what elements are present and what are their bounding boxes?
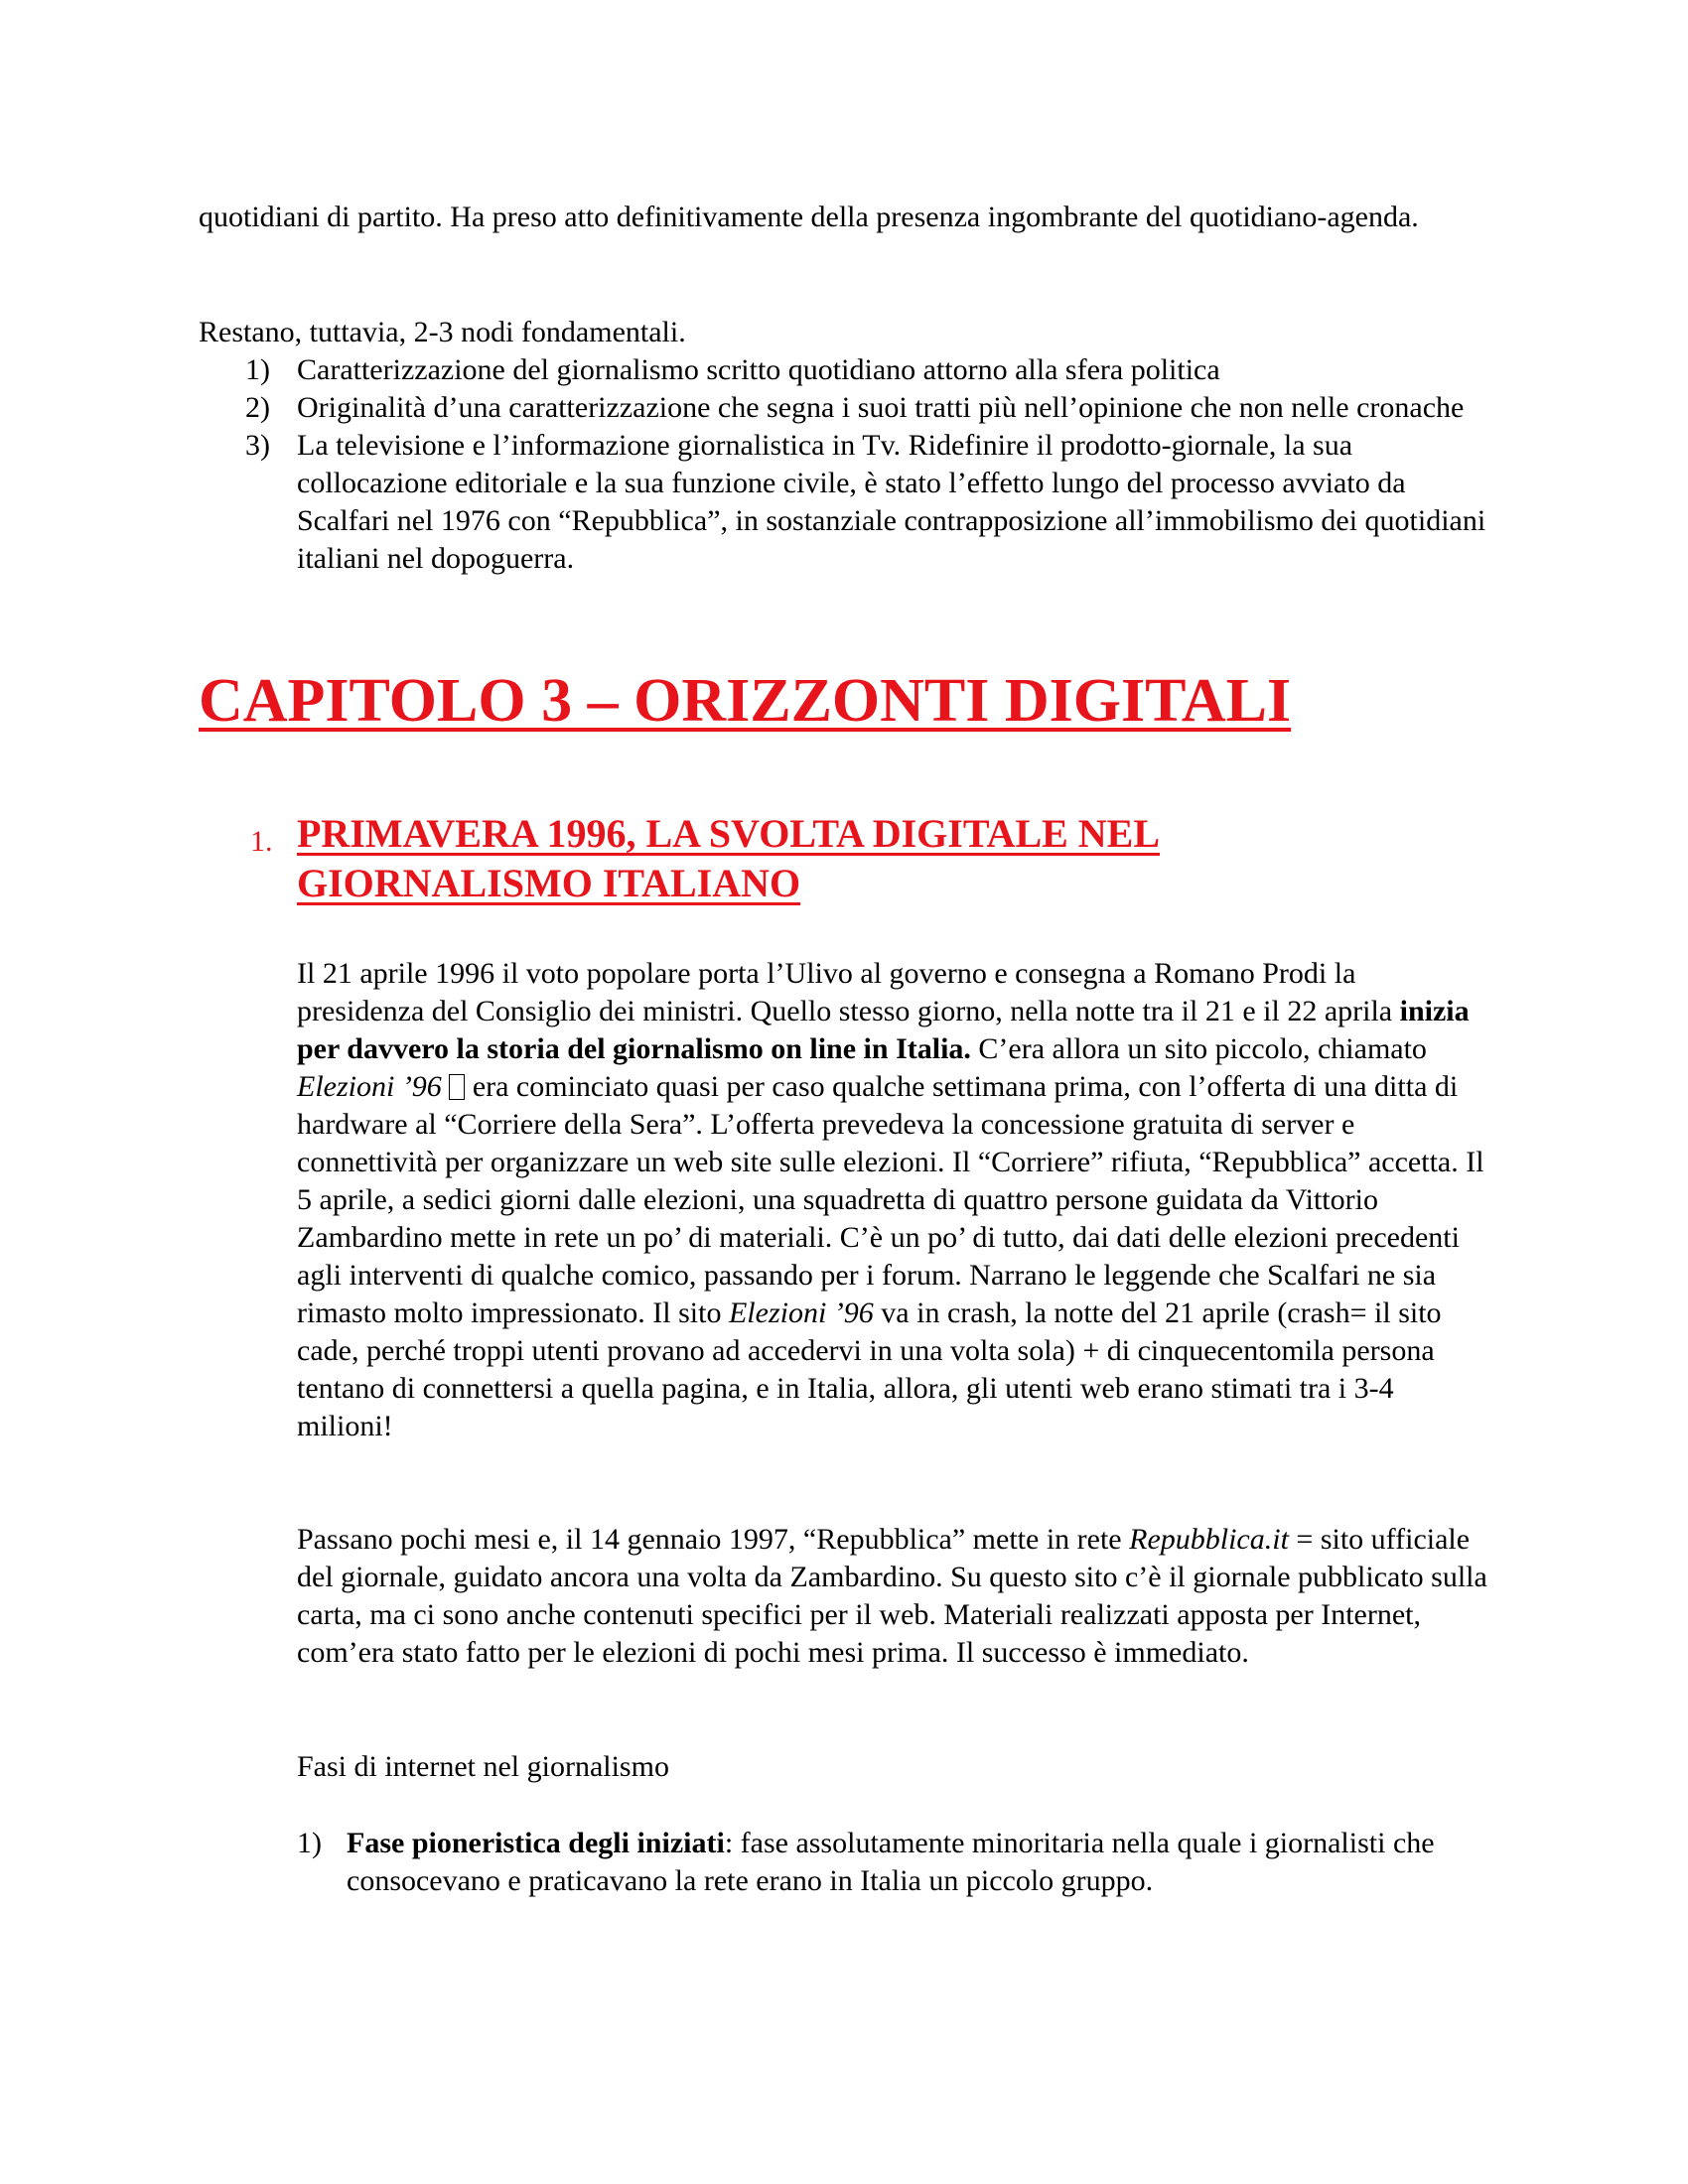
fase-name: Fase pioneristica degli iniziati xyxy=(347,1827,725,1859)
section-title: PRIMAVERA 1996, LA SVOLTA DIGITALE NEL GIORNALISMO ITALIANO xyxy=(297,811,1161,905)
chapter-title: CAPITOLO 3 – ORIZZONTI DIGITALI xyxy=(199,667,1292,735)
list-item-number: 2) xyxy=(245,391,270,424)
text-run: Il 21 aprile 1996 il voto popolare porta l’Ulivo al governo e consegna a Romano Prodi la presidenza del Consiglio dei ministri. Quello stesso giorno, nella notte tra il 21 e il 22 aprila xyxy=(297,957,1400,1027)
site-name: Repubblica.it xyxy=(1129,1523,1289,1556)
list-item-number: 1) xyxy=(245,353,270,386)
intro-paragraph: quotidiani di partito. Ha preso atto definitivamente della presenza ingombrante del quotidiano-agenda. xyxy=(199,201,1419,233)
site-name: Elezioni ’96 xyxy=(728,1297,874,1329)
body-paragraph-1 xyxy=(297,955,1488,1445)
list-item-number: 3) xyxy=(245,429,270,462)
fase-description: : fase assolutamente minoritaria nella quale i giornalisti che consocevano e praticavano la rete erano in Italia un piccolo gruppo. xyxy=(347,1827,1435,1897)
fasi-heading: Fasi di internet nel giornalismo xyxy=(297,1750,669,1783)
list-item-text: La televisione e l’informazione giornalistica in Tv. Ridefinire il prodotto-giornale, la sua collocazione editoriale e la sua funzione civile, è stato l’effetto lungo del processo avviato da Scalfari nel 1976 con “Repubblica”, in sostanziale contrapposizione all’immobilismo dei quotidiani italiani nel dopoguerra. xyxy=(297,429,1486,575)
missing-glyph-icon xyxy=(449,1074,465,1100)
text-run: era cominciato quasi per caso qualche settimana prima, con l’offerta di una ditta di hardware al “Corriere della Sera”. L’offerta prevedeva la concessione gratuita di server e connettività per organizzare un web site sulle elezioni. Il “Corriere” rifiuta, “Repubblica” accetta. Il 5 aprile, a sedici giorni dalle elezioni, una squadretta di quattro persone guidata da Vittorio Zambardino mette in rete un po’ di materiali. C’è un po’ di tutto, dai dati delle elezioni precedenti agli interventi di qualche comico, passando per i forum. Narrano le leggende che Scalfari ne sia rimasto molto impressionato. Il sito xyxy=(297,1070,1484,1329)
text-run: Passano pochi mesi e, il 14 gennaio 1997, “Repubblica” mette in rete xyxy=(297,1523,1130,1556)
body-paragraph-2 xyxy=(297,1521,1488,1672)
bold-phrase: inizia per davvero la storia del giornalismo on line in Italia. xyxy=(297,995,1470,1065)
list-item xyxy=(199,351,1489,389)
section-heading xyxy=(199,809,1489,908)
text-run: C’era allora un sito piccolo, chiamato xyxy=(970,1032,1427,1065)
list-item-number: 1) xyxy=(297,1827,322,1859)
section-number: 1. xyxy=(250,825,273,858)
restano-paragraph: Restano, tuttavia, 2-3 nodi fondamentali. xyxy=(199,316,686,348)
site-name: Elezioni ’96 xyxy=(297,1070,442,1103)
list-item xyxy=(199,427,1489,578)
list-item-text: Caratterizzazione del giornalismo scritto quotidiano attorno alla sfera politica xyxy=(297,353,1220,386)
nodi-list xyxy=(199,351,1489,578)
text-run: = sito ufficiale del giornale, guidato ancora una volta da Zambardino. Su questo sito c’è il giornale pubblicato sulla carta, ma ci sono anche contenuti specifici per il web. Materiali realizzati apposta per Internet, com’era stato fatto per le elezioni di pochi mesi prima. Il successo è immediato. xyxy=(297,1523,1487,1669)
text-run: va in crash, la notte del 21 aprile (crash= il sito cade, perché troppi utenti provano ad accedervi in una volta sola) + di cinquecentomila persona tentano di connettersi a quella pagina, e in Italia, allora, gli utenti web erano stimati tra i 3-4 milioni! xyxy=(297,1297,1442,1442)
list-item xyxy=(199,389,1489,427)
fase-list-item xyxy=(297,1825,1488,1900)
list-item-text: Originalità d’una caratterizzazione che segna i suoi tratti più nell’opinione che non nelle cronache xyxy=(297,391,1465,424)
